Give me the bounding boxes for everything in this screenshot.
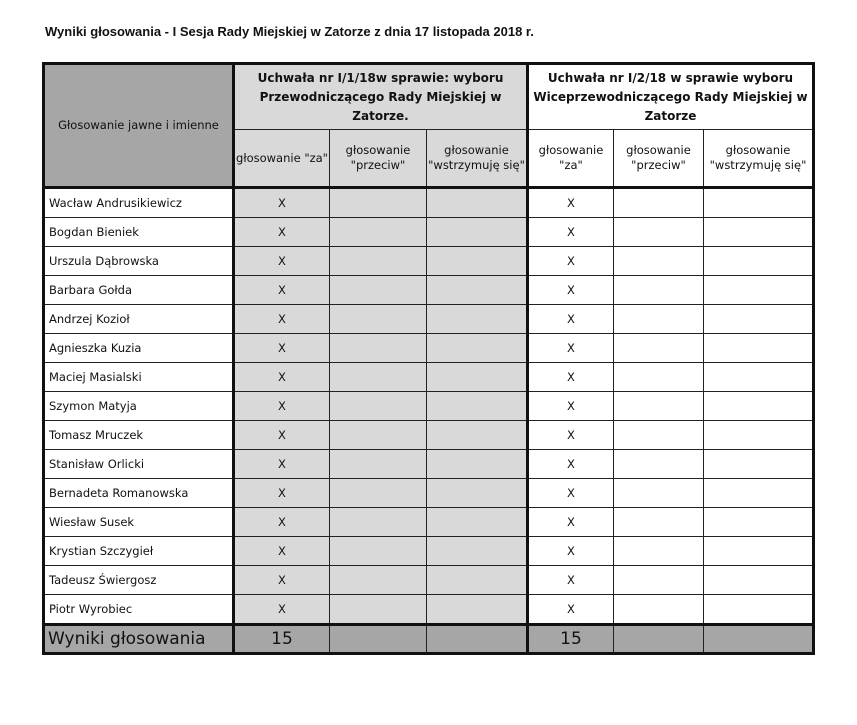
councillor-name: Krystian Szczygieł xyxy=(44,537,234,566)
summary-vote-przeciw-2 xyxy=(614,625,704,654)
vote-wstrzymuje-2 xyxy=(704,392,814,421)
vote-wstrzymuje-1 xyxy=(427,334,528,363)
vote-przeciw-1 xyxy=(330,334,427,363)
councillor-name: Bogdan Bieniek xyxy=(44,218,234,247)
vote-za-2: X xyxy=(528,247,614,276)
vote-przeciw-1 xyxy=(330,363,427,392)
councillor-name: Tadeusz Świergosz xyxy=(44,566,234,595)
vote-przeciw-1 xyxy=(330,247,427,276)
vote-za-2: X xyxy=(528,392,614,421)
vote-przeciw-2 xyxy=(614,450,704,479)
vote-przeciw-1 xyxy=(330,537,427,566)
vote-przeciw-1 xyxy=(330,392,427,421)
vote-za-1: X xyxy=(234,479,330,508)
col-header-za-1: głosowanie "za" xyxy=(234,130,330,188)
councillor-name: Agnieszka Kuzia xyxy=(44,334,234,363)
councillor-name: Wiesław Susek xyxy=(44,508,234,537)
vote-wstrzymuje-2 xyxy=(704,479,814,508)
vote-przeciw-2 xyxy=(614,537,704,566)
group-header-2: Uchwała nr I/2/18 w sprawie wyboru Wiceprzewodniczącego Rady Miejskiej w Zatorze xyxy=(528,64,814,130)
vote-przeciw-1 xyxy=(330,188,427,218)
vote-za-1: X xyxy=(234,450,330,479)
table-row xyxy=(44,479,814,508)
summary-label: Wyniki głosowania xyxy=(44,625,234,654)
group-header-1: Uchwała nr I/1/18w sprawie: wyboru Przewodniczącego Rady Miejskiej w Zatorze. xyxy=(234,64,528,130)
vote-za-1: X xyxy=(234,247,330,276)
table-row xyxy=(44,508,814,537)
vote-przeciw-1 xyxy=(330,218,427,247)
vote-za-2: X xyxy=(528,508,614,537)
vote-przeciw-2 xyxy=(614,479,704,508)
vote-wstrzymuje-1 xyxy=(427,508,528,537)
corner-header: Głosowanie jawne i imienne xyxy=(44,64,234,188)
vote-przeciw-2 xyxy=(614,508,704,537)
vote-przeciw-2 xyxy=(614,421,704,450)
table-row xyxy=(44,566,814,595)
vote-wstrzymuje-1 xyxy=(427,595,528,625)
vote-za-2: X xyxy=(528,188,614,218)
vote-wstrzymuje-2 xyxy=(704,508,814,537)
vote-wstrzymuje-1 xyxy=(427,479,528,508)
summary-vote-za-2: 15 xyxy=(528,625,614,654)
table-row xyxy=(44,305,814,334)
vote-wstrzymuje-2 xyxy=(704,421,814,450)
vote-przeciw-1 xyxy=(330,508,427,537)
vote-przeciw-2 xyxy=(614,218,704,247)
vote-przeciw-2 xyxy=(614,334,704,363)
table-row xyxy=(44,392,814,421)
vote-za-2: X xyxy=(528,479,614,508)
councillor-name: Piotr Wyrobiec xyxy=(44,595,234,625)
col-header-przeciw-2: głosowanie "przeciw" xyxy=(614,130,704,188)
vote-za-2: X xyxy=(528,566,614,595)
vote-wstrzymuje-2 xyxy=(704,188,814,218)
vote-przeciw-1 xyxy=(330,276,427,305)
vote-przeciw-2 xyxy=(614,566,704,595)
summary-vote-za-1: 15 xyxy=(234,625,330,654)
vote-przeciw-1 xyxy=(330,421,427,450)
councillor-name: Andrzej Kozioł xyxy=(44,305,234,334)
vote-przeciw-2 xyxy=(614,276,704,305)
vote-wstrzymuje-2 xyxy=(704,334,814,363)
table-row xyxy=(44,363,814,392)
vote-za-2: X xyxy=(528,334,614,363)
table-row xyxy=(44,334,814,363)
vote-za-1: X xyxy=(234,392,330,421)
vote-wstrzymuje-1 xyxy=(427,276,528,305)
vote-za-1: X xyxy=(234,363,330,392)
summary-vote-wstrzymuje-1 xyxy=(427,625,528,654)
vote-wstrzymuje-2 xyxy=(704,363,814,392)
vote-za-2: X xyxy=(528,363,614,392)
councillor-name: Wacław Andrusikiewicz xyxy=(44,188,234,218)
vote-wstrzymuje-1 xyxy=(427,305,528,334)
vote-przeciw-2 xyxy=(614,305,704,334)
vote-za-1: X xyxy=(234,421,330,450)
table-row xyxy=(44,276,814,305)
col-header-za-2: głosowanie "za" xyxy=(528,130,614,188)
vote-przeciw-2 xyxy=(614,595,704,625)
col-header-przeciw-1: głosowanie "przeciw" xyxy=(330,130,427,188)
vote-wstrzymuje-2 xyxy=(704,450,814,479)
vote-za-1: X xyxy=(234,508,330,537)
vote-za-2: X xyxy=(528,421,614,450)
vote-wstrzymuje-1 xyxy=(427,188,528,218)
table-row xyxy=(44,188,814,218)
vote-wstrzymuje-1 xyxy=(427,363,528,392)
councillor-name: Tomasz Mruczek xyxy=(44,421,234,450)
vote-wstrzymuje-2 xyxy=(704,276,814,305)
vote-przeciw-1 xyxy=(330,305,427,334)
table-row xyxy=(44,421,814,450)
vote-wstrzymuje-2 xyxy=(704,247,814,276)
summary-vote-przeciw-1 xyxy=(330,625,427,654)
vote-wstrzymuje-2 xyxy=(704,305,814,334)
vote-wstrzymuje-1 xyxy=(427,537,528,566)
col-header-wstrzymuje-1: głosowanie "wstrzymuję się" xyxy=(427,130,528,188)
councillor-name: Maciej Masialski xyxy=(44,363,234,392)
vote-wstrzymuje-1 xyxy=(427,421,528,450)
vote-wstrzymuje-2 xyxy=(704,218,814,247)
vote-wstrzymuje-1 xyxy=(427,392,528,421)
vote-za-1: X xyxy=(234,537,330,566)
councillor-name: Stanisław Orlicki xyxy=(44,450,234,479)
vote-wstrzymuje-2 xyxy=(704,537,814,566)
table-row xyxy=(44,218,814,247)
vote-za-1: X xyxy=(234,305,330,334)
councillor-name: Urszula Dąbrowska xyxy=(44,247,234,276)
table-row xyxy=(44,537,814,566)
vote-za-1: X xyxy=(234,276,330,305)
table-row xyxy=(44,247,814,276)
vote-za-2: X xyxy=(528,305,614,334)
vote-przeciw-2 xyxy=(614,363,704,392)
vote-przeciw-1 xyxy=(330,566,427,595)
summary-row xyxy=(44,625,814,654)
vote-za-1: X xyxy=(234,595,330,625)
vote-wstrzymuje-2 xyxy=(704,595,814,625)
vote-za-2: X xyxy=(528,537,614,566)
vote-przeciw-1 xyxy=(330,479,427,508)
vote-wstrzymuje-1 xyxy=(427,247,528,276)
vote-za-2: X xyxy=(528,276,614,305)
councillor-name: Barbara Gołda xyxy=(44,276,234,305)
vote-za-2: X xyxy=(528,218,614,247)
voting-results-table xyxy=(42,62,815,655)
councillor-name: Szymon Matyja xyxy=(44,392,234,421)
vote-przeciw-2 xyxy=(614,188,704,218)
vote-za-1: X xyxy=(234,218,330,247)
vote-przeciw-2 xyxy=(614,392,704,421)
vote-wstrzymuje-1 xyxy=(427,566,528,595)
vote-za-1: X xyxy=(234,334,330,363)
vote-przeciw-1 xyxy=(330,450,427,479)
vote-wstrzymuje-1 xyxy=(427,450,528,479)
councillor-name: Bernadeta Romanowska xyxy=(44,479,234,508)
vote-za-1: X xyxy=(234,188,330,218)
vote-za-2: X xyxy=(528,450,614,479)
vote-wstrzymuje-2 xyxy=(704,566,814,595)
table-row xyxy=(44,595,814,625)
page-title: Wyniki głosowania - I Sesja Rady Miejskiej w Zatorze z dnia 17 listopada 2018 r. xyxy=(45,24,534,39)
vote-za-2: X xyxy=(528,595,614,625)
vote-za-1: X xyxy=(234,566,330,595)
vote-wstrzymuje-1 xyxy=(427,218,528,247)
table-row xyxy=(44,450,814,479)
vote-przeciw-2 xyxy=(614,247,704,276)
vote-przeciw-1 xyxy=(330,595,427,625)
summary-vote-wstrzymuje-2 xyxy=(704,625,814,654)
col-header-wstrzymuje-2: głosowanie "wstrzymuję się" xyxy=(704,130,814,188)
